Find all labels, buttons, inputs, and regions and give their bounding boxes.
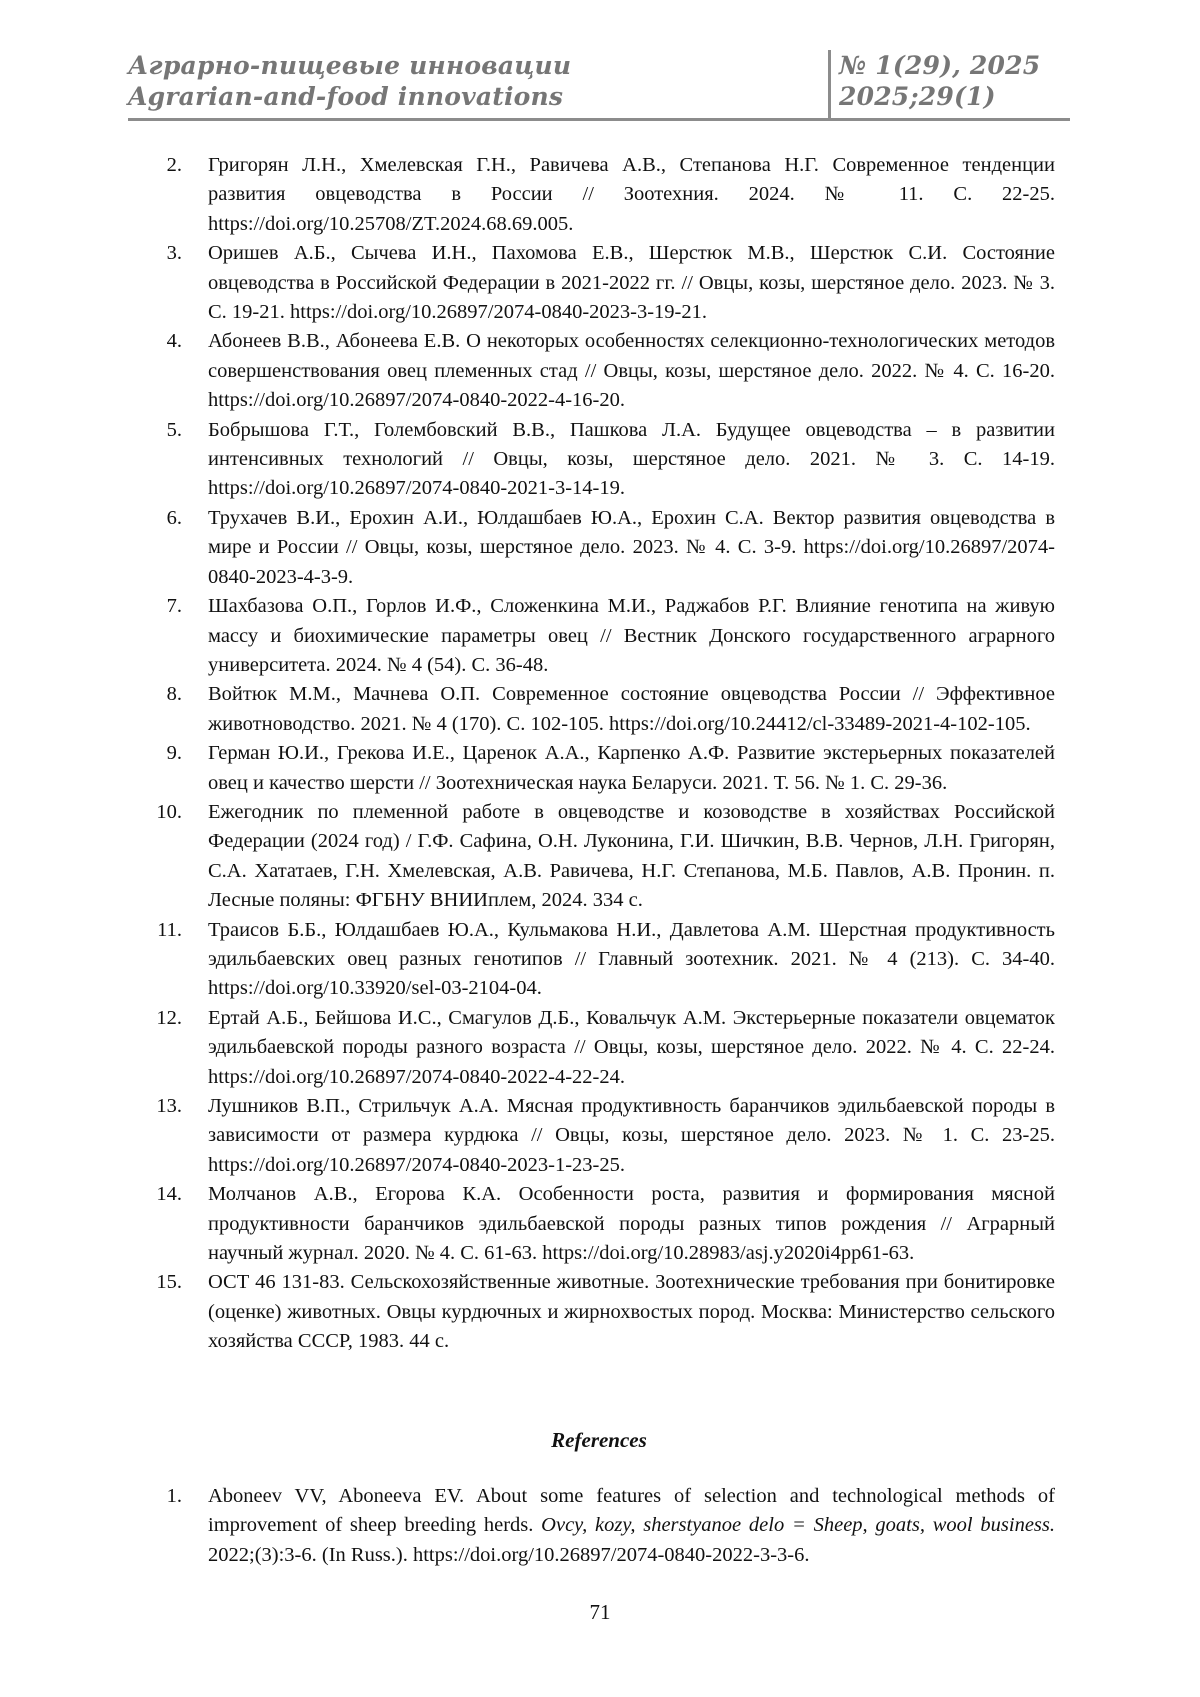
journal-title-block xyxy=(128,50,828,112)
journal-title-en: Agrarian-and-food innovations xyxy=(128,81,828,112)
reference-item xyxy=(150,1268,1055,1356)
reference-item xyxy=(150,239,1055,327)
reference-number: 1. xyxy=(150,1482,182,1511)
reference-item xyxy=(150,1092,1055,1180)
reference-text: Ертай А.Б., Бейшова И.С., Смагулов Д.Б., Ковальчук А.М. Экстерьерные показатели овцематок эдильбаевской породы разного возраста // Овцы, козы, шерстяное дело. 2022. № 4. С. 22-24. https://doi.org/10.26897/2074-0840-2022-4-22-24. xyxy=(208,1007,1055,1088)
reference-number: 9. xyxy=(150,739,182,768)
reference-number: 6. xyxy=(150,504,182,533)
reference-number: 10. xyxy=(142,798,182,827)
reference-item xyxy=(150,1004,1055,1092)
reference-item xyxy=(150,151,1055,239)
reference-item xyxy=(150,504,1055,592)
reference-item xyxy=(150,916,1055,1004)
reference-item xyxy=(150,416,1055,504)
reference-item xyxy=(150,1482,1055,1570)
reference-number: 7. xyxy=(150,592,182,621)
reference-text: Григорян Л.Н., Хмелевская Г.Н., Равичева А.В., Степанова Н.Г. Современное тенденции развития овцеводства в России // Зоотехния. 2024. № 11. С. 22-25. https://doi.org/10.25708/ZT.2024.68.69.005. xyxy=(208,154,1055,235)
reference-number: 8. xyxy=(150,680,182,709)
reference-text: Молчанов А.В., Егорова К.А. Особенности роста, развития и формирования мясной продуктивности баранчиков эдильбаевской породы разных типов рождения // Аграрный научный журнал. 2020. № 4. С. 61-63. https://doi.org/10.28983/asj.y2020i4pp61-63. xyxy=(208,1183,1055,1264)
reference-number: 2. xyxy=(150,151,182,180)
references-heading: References xyxy=(128,1425,1070,1455)
page-number: 71 xyxy=(0,1598,1200,1626)
issue-number-en: 2025;29(1) xyxy=(839,81,1066,112)
reference-number: 13. xyxy=(142,1092,182,1121)
reference-text: Оришев А.Б., Сычева И.Н., Пахомова Е.В., Шерстюк М.В., Шерстюк С.И. Состояние овцеводства в Российской Федерации в 2021-2022 гг. // Овцы, козы, шерстяное дело. 2023. № 3. С. 19-21. https://doi.org/10.26897/2074-0840-2023-3-19-21. xyxy=(208,242,1055,323)
reference-number: 5. xyxy=(150,416,182,445)
reference-number: 15. xyxy=(142,1268,182,1297)
reference-item xyxy=(150,680,1055,739)
issue-number-ru: № 1(29), 2025 xyxy=(839,50,1066,81)
reference-journal-title: Ovcy, kozy, sherstyanoe delo = Sheep, goats, wool business. xyxy=(541,1514,1055,1536)
reference-text: ОСТ 46 131-83. Сельскохозяйственные животные. Зоотехнические требования при бонитировке (оценке) животных. Овцы курдючных и жирнохвостых пород. Москва: Министерство сельского хозяйства СССР, 1983. 44 с. xyxy=(208,1271,1055,1352)
issue-block xyxy=(828,50,1066,118)
reference-item xyxy=(150,739,1055,798)
reference-list-ru xyxy=(150,151,1055,1357)
reference-number: 3. xyxy=(150,239,182,268)
reference-text: Трухачев В.И., Ерохин А.И., Юлдашбаев Ю.А., Ерохин С.А. Вектор развития овцеводства в мире и России // Овцы, козы, шерстяное дело. 2023. № 4. С. 3-9. https://doi.org/10.26897/2074-0840-2023-4-3-9. xyxy=(208,507,1055,588)
reference-list-en xyxy=(150,1482,1055,1570)
reference-number: 14. xyxy=(142,1180,182,1209)
reference-number: 12. xyxy=(142,1004,182,1033)
journal-title-ru: Аграрно-пищевые инновации xyxy=(128,50,828,81)
reference-number: 11. xyxy=(142,916,182,945)
reference-text-tail: 2022;(3):3-6. (In Russ.). https://doi.org/10.26897/2074-0840-2022-3-3-6. xyxy=(208,1544,810,1566)
reference-item xyxy=(150,1180,1055,1268)
reference-text: Войтюк М.М., Мачнева О.П. Современное состояние овцеводства России // Эффективное животноводство. 2021. № 4 (170). С. 102-105. https://doi.org/10.24412/cl-33489-2021-4-102-105. xyxy=(208,683,1055,734)
reference-text: Лушников В.П., Стрильчук А.А. Мясная продуктивность баранчиков эдильбаевской породы в зависимости от размера курдюка // Овцы, козы, шерстяное дело. 2023. № 1. С. 23-25. https://doi.org/10.26897/2074-0840-2023-1-23-25. xyxy=(208,1095,1055,1176)
reference-item xyxy=(150,592,1055,680)
reference-item xyxy=(150,798,1055,916)
reference-text: Абонеев В.В., Абонеева Е.В. О некоторых особенностях селекционно-технологических методов совершенствования овец племенных стад // Овцы, козы, шерстяное дело. 2022. № 4. С. 16-20. https://doi.org/10.26897/2074-0840-2022-4-16-20. xyxy=(208,330,1055,411)
reference-text: Шахбазова О.П., Горлов И.Ф., Сложенкина М.И., Раджабов Р.Г. Влияние генотипа на живую массу и биохимические параметры овец // Вестник Донского государственного аграрного университета. 2024. № 4 (54). С. 36-48. xyxy=(208,595,1055,676)
reference-number: 4. xyxy=(150,327,182,356)
reference-item xyxy=(150,327,1055,415)
reference-text: Ежегодник по племенной работе в овцеводстве и козоводстве в хозяйствах Российской Федерации (2024 год) / Г.Ф. Сафина, О.Н. Луконина, Г.И. Шичкин, В.В. Чернов, Л.Н. Григорян, С.А. Хататаев, Г.Н. Хмелевская, А.В. Равичева, Н.Г. Степанова, М.Б. Павлов, А.В. Пронин. п. Лесные поляны: ФГБНУ ВНИИплем, 2024. 334 с. xyxy=(208,801,1055,911)
running-header xyxy=(128,50,1070,121)
reference-text: Траисов Б.Б., Юлдашбаев Ю.А., Кульмакова Н.И., Давлетова А.М. Шерстная продуктивность эдильбаевских овец разных генотипов // Главный зоотехник. 2021. № 4 (213). С. 34-40. https://doi.org/10.33920/sel-03-2104-04. xyxy=(208,919,1055,1000)
reference-text: Бобрышова Г.Т., Голембовский В.В., Пашкова Л.А. Будущее овцеводства – в развитии интенсивных технологий // Овцы, козы, шерстяное дело. 2021. № 3. С. 14-19. https://doi.org/10.26897/2074-0840-2021-3-14-19. xyxy=(208,419,1055,500)
reference-text: Aboneev VV, Aboneeva EV. About some features of selection and technological methods of improvement of sheep breeding herds. xyxy=(208,1485,1055,1536)
reference-text: Герман Ю.И., Грекова И.Е., Царенок А.А., Карпенко А.Ф. Развитие экстерьерных показателей овец и качество шерсти // Зоотехническая наука Беларуси. 2021. Т. 56. № 1. С. 29-36. xyxy=(208,742,1055,793)
